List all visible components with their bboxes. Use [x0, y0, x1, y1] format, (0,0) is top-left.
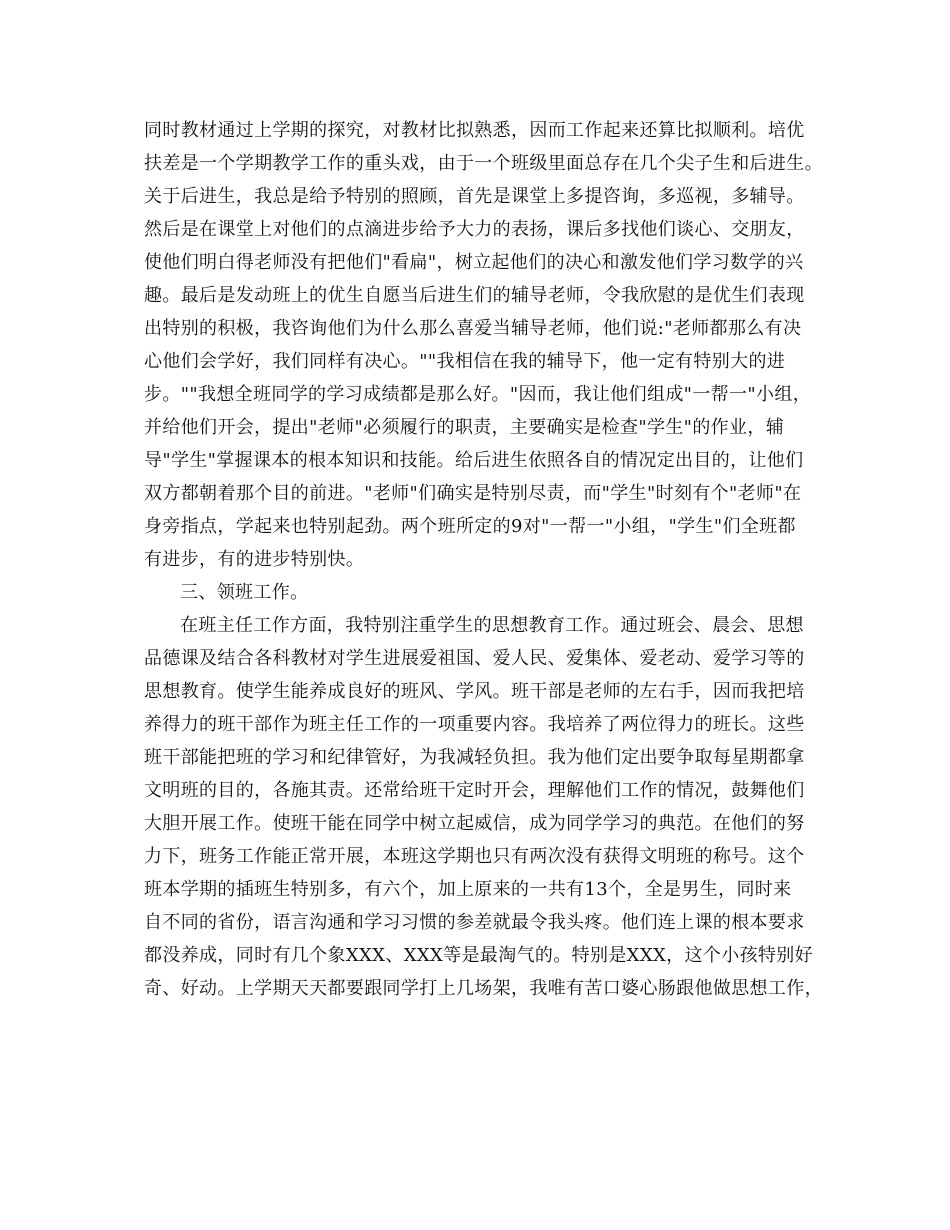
text-line: 身旁指点，学起来也特别起劲。两个班所定的9对"一帮一"小组，"学生"们全班都 [144, 516, 796, 537]
text-line: 并给他们开会，提出"老师"必须履行的职责，主要确实是检查"学生"的作业，辅 [144, 417, 785, 438]
text-line: 大胆开展工作。使班干能在同学中树立起威信，成为同学学习的典范。在他们的努 [144, 813, 805, 834]
text-line: 品德课及结合各科教材对学生进展爱祖国、爱人民、爱集体、爱老动、爱学习等的 [144, 648, 805, 669]
text-line: 步。""我想全班同学的学习成绩都是那么好。"因而，我让他们组成"一帮一"小组， [144, 384, 812, 405]
text-line: 心他们会学好，我们同样有决心。""我相信在我的辅导下，他一定有特别大的进 [144, 351, 786, 372]
text-line: 然后是在课堂上对他们的点滴进步给予大力的表扬，课后多找他们谈心、交朋友， [144, 219, 805, 240]
text-line: 养得力的班干部作为班主任工作的一项重要内容。我培养了两位得力的班长。这些 [144, 714, 805, 735]
text-line: 自不同的省份，语言沟通和学习习惯的参差就最令我头疼。他们连上课的根本要求 [144, 912, 805, 933]
body-text [144, 114, 834, 1005]
text-line: 思想教育。使学生能养成良好的班风、学风。班干部是老师的左右手，因而我把培 [144, 681, 805, 702]
text-line: 使他们明白得老师没有把他们"看扁"，树立起他们的决心和激发他们学习数学的兴 [144, 252, 804, 273]
text-line: 班干部能把班的学习和纪律管好，为我减轻负担。我为他们定出要争取每星期都拿 [144, 747, 805, 768]
text-line: 奇、好动。上学期天天都要跟同学打上几场架，我唯有苦口婆心肠跟他做思想工作， [144, 978, 823, 999]
paragraph-start-line: 在班主任工作方面，我特别注重学生的思想教育工作。通过班会、晨会、思想 [180, 615, 804, 636]
section-heading: 三、领班工作。 [180, 582, 309, 603]
text-line: 趣。最后是发动班上的优生自愿当后进生们的辅导老师，令我欣慰的是优生们表现 [144, 285, 805, 306]
text-line: 都没养成，同时有几个象XXX、XXX等是最淘气的。特别是XXX，这个小孩特别好 [144, 945, 813, 966]
text-line: 有进步，有的进步特别快。 [144, 549, 365, 570]
text-line: 文明班的目的，各施其责。还常给班干定时开会，理解他们工作的情况，鼓舞他们 [144, 780, 805, 801]
text-line: 出特别的积极，我咨询他们为什么那么喜爱当辅导老师，他们说:"老师都那么有决 [144, 318, 802, 339]
text-line: 力下，班务工作能正常开展，本班这学期也只有两次没有获得文明班的称号。这个 [144, 846, 805, 867]
text-line: 同时教材通过上学期的探究，对教材比拟熟悉，因而工作起来还算比拟顺利。培优 [144, 120, 805, 141]
text-line: 双方都朝着那个目的前进。"老师"们确实是特别尽责，而"学生"时刻有个"老师"在 [144, 483, 802, 504]
text-line: 扶差是一个学期教学工作的重头戏，由于一个班级里面总存在几个尖子生和后进生。 [144, 153, 823, 174]
text-line: 关于后进生，我总是给予特别的照顾，首先是课堂上多提咨询，多巡视，多辅导。 [144, 186, 805, 207]
text-line: 导"学生"掌握课本的根本知识和技能。给后进生依照各自的情况定出目的，让他们 [144, 450, 804, 471]
text-line: 班本学期的插班生特别多，有六个，加上原来的一共有13个，全是男生，同时来 [144, 879, 792, 900]
